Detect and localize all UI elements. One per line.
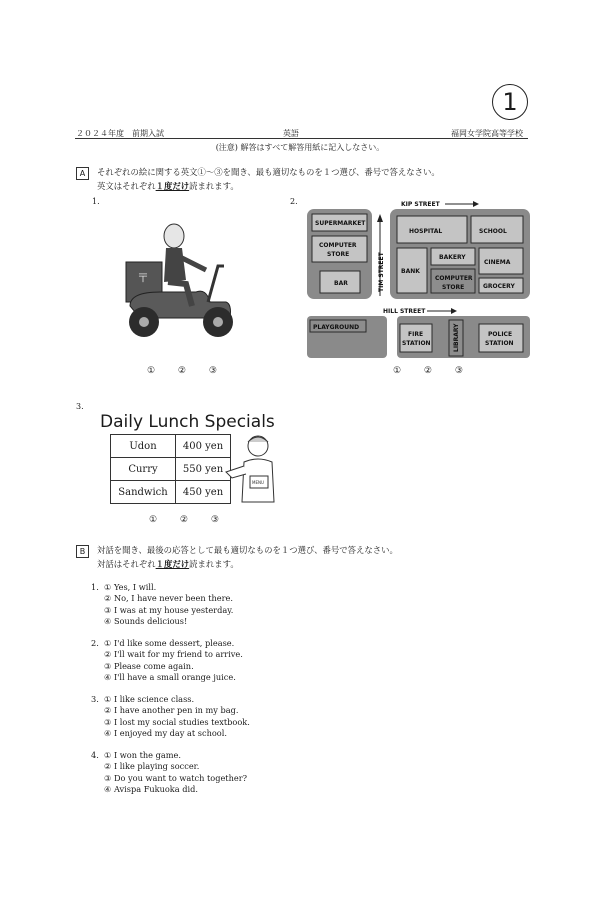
menu-item: Sandwich [111,481,176,504]
computer-store-1-label-a: COMPUTER [319,242,357,249]
hill-street-label: HILL STREET [383,308,426,315]
menu-price: 400 yen [176,435,231,458]
list-item: ④ Avispa Fukuoka did. [104,783,198,794]
menu-title: Daily Lunch Specials [100,412,275,432]
fire-station-label-a: FIRE [408,331,424,338]
section-b-instruction-line2: 対話はそれぞれ１度だけ読まれます。 [97,559,239,569]
police-station-label-b: STATION [485,340,514,347]
library-label: LIBRARY [453,323,460,352]
postal-mark: 〒 [137,271,150,285]
section-a-instruction [97,165,440,193]
section-b-instruction [97,543,398,571]
menu-table [110,434,231,504]
menu-price: 450 yen [176,481,231,504]
list-item: ③ Do you want to watch together? [104,772,248,783]
supermarket-label: SUPERMARKET [315,220,366,227]
section-b-label: B [76,545,89,558]
question-a1-number: 1. [92,197,100,206]
waiter-illustration [222,432,284,512]
school-name: 福岡女学院高等学校 [451,129,523,138]
list-item: ④ I'll have a small orange juice. [104,671,236,682]
bank-label: BANK [401,268,420,275]
question-b2-number: 2. [91,638,99,648]
list-item: ① I won the game. [104,750,181,760]
cinema-label: CINEMA [484,259,511,266]
fire-station-label-b: STATION [402,340,431,347]
exam-year: ２０２４年度 前期入試 [76,129,164,138]
menu-item: Udon [111,435,176,458]
question-a2-number: 2. [290,197,298,206]
kip-street-label: KIP STREET [401,201,440,208]
question-b4-options [104,750,247,795]
menu-item: Curry [111,458,176,481]
list-item: ② No, I have never been there. [104,593,233,604]
list-item: ① I'd like some dessert, please. [104,638,235,648]
town-map [305,196,533,362]
list-item: ② I like playing soccer. [104,761,200,772]
menu-price: 550 yen [176,458,231,481]
notice: (注意) 解答はすべて解答用紙に記入しなさい。 [215,143,385,152]
question-b2-options [104,638,243,683]
computer-store-1-label-b: STORE [327,251,350,258]
list-item: ① I like science class. [104,694,195,704]
list-item: ④ I enjoyed my day at school. [104,727,227,738]
computer-store-2-label-a: COMPUTER [435,275,473,282]
playground-label: PLAYGROUND [313,324,360,331]
section-a-label: A [76,167,89,180]
question-b3-number: 3. [91,694,99,704]
tim-street-label: TIM STREET [378,252,385,292]
question-a2-choices: ① ② ③ [393,366,473,376]
question-a3-choices: ① ② ③ [149,515,229,525]
section-b-instruction-line1: 対話を聞き、最後の応答として最も適切なものを１つ選び、番号で答えなさい。 [97,545,398,555]
menu-card-text: MENU [252,480,264,485]
scooter-illustration [120,218,250,343]
section-a-instruction-line2: 英文はそれぞれ１度だけ読まれます。 [97,181,239,191]
list-item: ② I'll wait for my friend to arrive. [104,649,243,660]
list-item: ② I have another pen in my bag. [104,705,239,716]
question-b3-options [104,694,250,739]
hospital-label: HOSPITAL [409,228,443,235]
question-b1-options [104,582,233,627]
section-a-instruction-line1: それぞれの絵に関する英文①～③を聞き、最も適切なものを１つ選び、番号で答えなさい。 [97,167,440,177]
list-item: ③ I lost my social studies textbook. [104,716,250,727]
school-label: SCHOOL [479,228,507,235]
menu-row [111,435,231,458]
subject-label: 英語 [283,129,299,138]
list-item: ① Yes, I will. [104,582,157,592]
header-rule [75,138,528,139]
question-b1-number: 1. [91,582,99,592]
menu-row [111,481,231,504]
question-a1-choices: ① ② ③ [147,366,227,376]
computer-store-2-label-b: STORE [442,284,465,291]
list-item: ③ I was at my house yesterday. [104,604,234,615]
grocery-label: GROCERY [483,283,515,290]
list-item: ③ Please come again. [104,660,194,671]
question-b4-number: 4. [91,750,99,760]
bakery-label: BAKERY [439,254,466,261]
bar-label: BAR [334,280,348,287]
question-a3-number: 3. [76,402,84,411]
police-station-label-a: POLICE [488,331,513,338]
menu-row [111,458,231,481]
list-item: ④ Sounds delicious! [104,615,188,626]
page-number: 1 [492,84,528,120]
